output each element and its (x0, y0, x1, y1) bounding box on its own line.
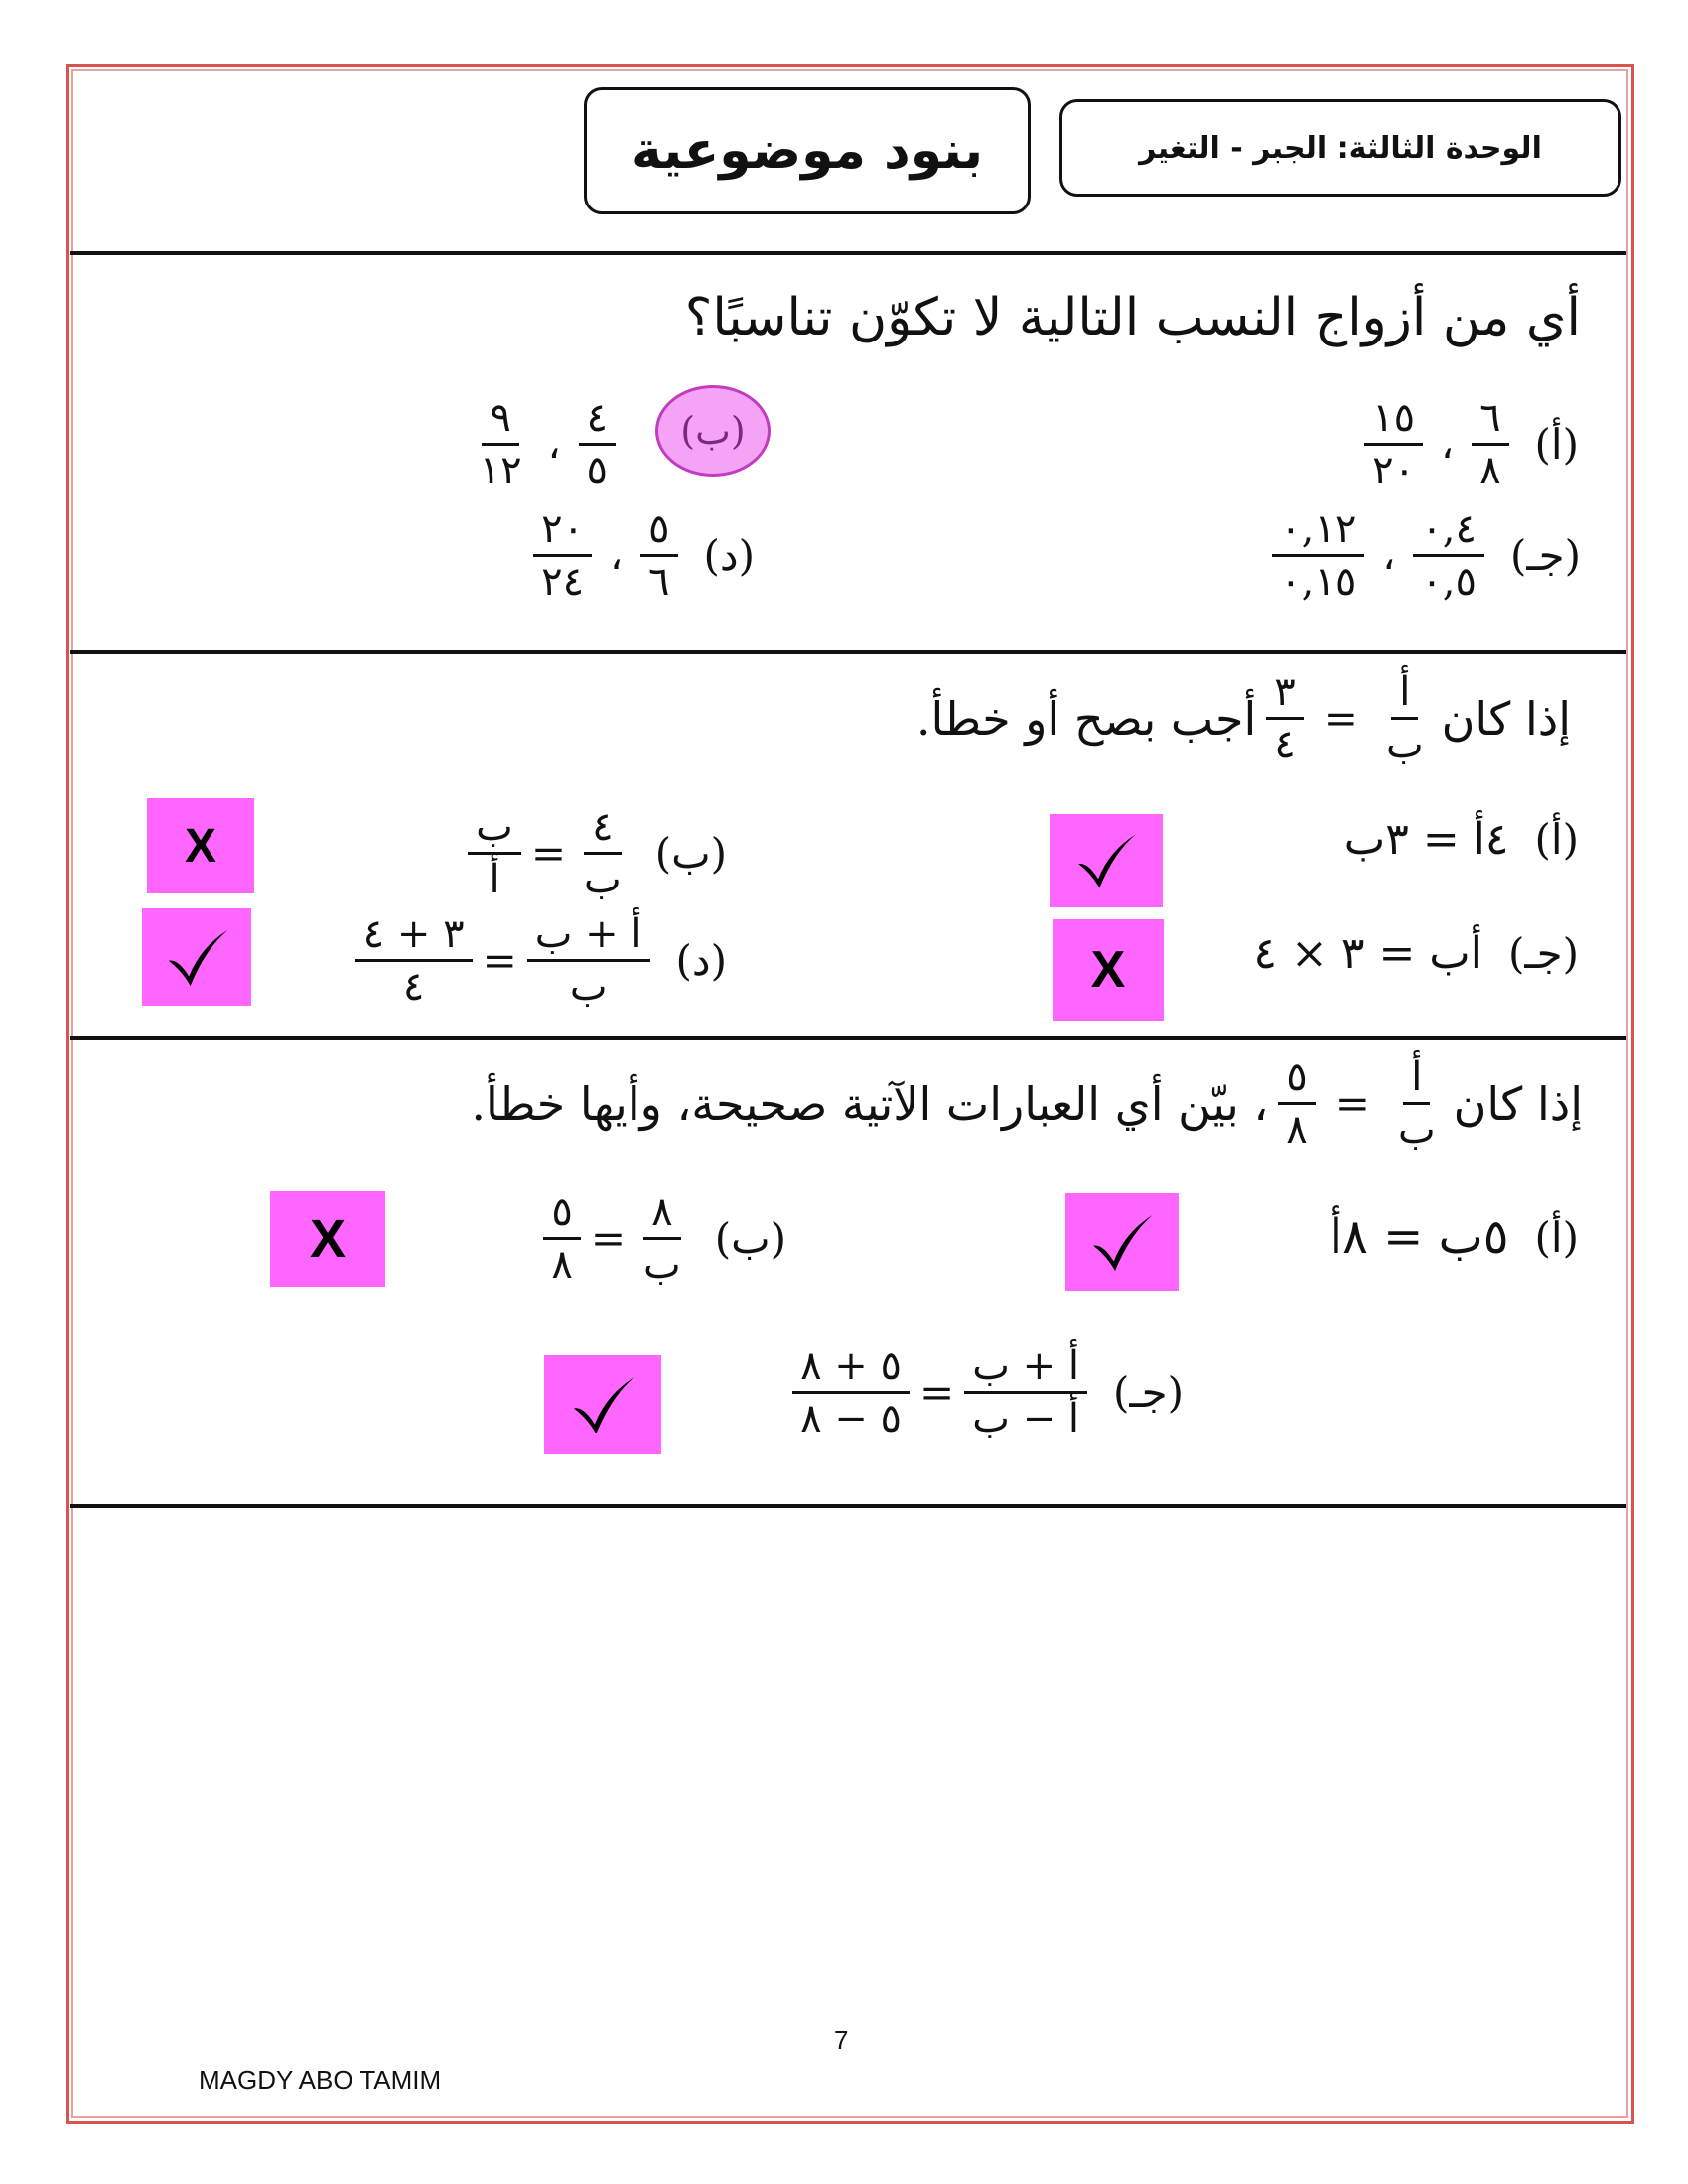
fraction: $\frac{٥}{٦}$ (640, 508, 677, 603)
option-label: (أ) (1534, 815, 1579, 864)
title-box (584, 87, 1031, 214)
checkmark-icon (562, 1370, 644, 1439)
stem-post: ، بيّن أي العبارات الآتية صحيحة، وأيها خطأ. (471, 1076, 1269, 1131)
fraction: $\frac{٨}{\text{ب}}$ (643, 1189, 681, 1288)
correct-answer-highlight (655, 385, 771, 477)
fraction: $\frac{٣ + ٤}{٤}$ (355, 913, 473, 1008)
expression: أب = ٣ × ٤ (1253, 928, 1482, 979)
option-label: (د) (703, 531, 755, 580)
stem-pre: إذا كان (1441, 691, 1571, 746)
fraction: $\frac{٣}{٤}$ (1266, 671, 1303, 765)
page-title: بنود موضوعية (631, 121, 984, 181)
q2-option-b: (ب) $\frac{٤}{\text{ب}}$ = $\frac{\text{ب}}{\text{أ}}$ (468, 806, 727, 900)
divider-1 (70, 251, 1626, 255)
fraction: $\frac{٩}{١٢}$ (479, 395, 522, 493)
option-label: (جـ) (1112, 1368, 1184, 1417)
q3-option-a (1330, 1209, 1579, 1265)
q3-option-b: (ب) $\frac{٨}{\text{ب}}$ = $\frac{٥}{٨}$ (543, 1191, 786, 1286)
divider-2 (70, 650, 1626, 654)
expression: ٥ب = ٨أ (1329, 1209, 1509, 1265)
q3-option-c: (جـ) $\frac{\text{أ + ب}}{\text{أ − ب}}$ = $\frac{٥ + ٨}{٥ - ٨}$ (792, 1345, 1184, 1439)
separator: ، (610, 532, 624, 579)
checkmark-icon (1066, 828, 1146, 893)
option-label: (أ) (1534, 1212, 1579, 1262)
unit-title: الوحدة الثالثة: الجبر - التغير (1139, 130, 1542, 166)
check-mark (1065, 1193, 1179, 1291)
q2-stem: إذا كان $\frac{\text{أ}}{\text{ب}}$ = $\frac{٣}{٤}$ أجب بصح أو خطأ. (915, 669, 1571, 767)
stem-post: أجب بصح أو خطأ. (915, 691, 1257, 746)
fraction: $\frac{٦}{٨}$ (1472, 397, 1508, 491)
stem-pre: إذا كان (1453, 1076, 1583, 1131)
fraction: $\frac{\text{ب}}{\text{أ}}$ (468, 806, 521, 900)
fraction: $\frac{\text{أ + ب}}{\text{أ − ب}}$ (964, 1345, 1087, 1439)
q1-stem: أي من أزواج النسب التالية لا تكوّن تناسبًا؟ (684, 288, 1581, 347)
check-mark (1050, 814, 1163, 907)
option-label: (ب) (654, 829, 727, 878)
option-label: (جـ) (1507, 929, 1579, 978)
option-label: (جـ) (1509, 531, 1581, 580)
fraction: $\frac{٥}{٨}$ (543, 1191, 580, 1286)
option-label: (ب) (714, 1214, 786, 1263)
fraction: $\frac{\text{أ + ب}}{\text{ب}}$ (527, 913, 650, 1008)
fraction: $\frac{١٥}{٢٠}$ (1364, 397, 1423, 491)
fraction: $\frac{٤}{\text{ب}}$ (584, 804, 622, 902)
author: MAGDY ABO TAMIM (199, 2065, 442, 2095)
q2-option-d: (د) $\frac{\text{أ + ب}}{\text{ب}}$ = $\frac{٣ + ٤}{٤}$ (355, 913, 727, 1008)
fraction: $\frac{\text{أ}}{\text{ب}}$ (1397, 1054, 1436, 1153)
separator: ، (547, 421, 561, 468)
fraction: $\frac{\text{أ}}{\text{ب}}$ (1385, 669, 1424, 767)
divider-3 (70, 1036, 1626, 1040)
q1-option-d (533, 508, 755, 603)
fraction: $\frac{٥ + ٨}{٥ - ٨}$ (792, 1345, 910, 1439)
fraction: $\frac{٥}{٨}$ (1278, 1056, 1315, 1151)
fraction: $\frac{٢٠}{٢٤}$ (533, 508, 592, 603)
checkmark-icon (159, 923, 235, 992)
separator: ، (1382, 532, 1396, 579)
x-icon: X (1090, 941, 1126, 999)
page-number: 7 (834, 2025, 849, 2055)
option-label: (أ) (1534, 420, 1579, 469)
check-mark (544, 1355, 661, 1454)
q1-option-a (1364, 397, 1579, 491)
wrong-mark (270, 1191, 385, 1287)
fraction: $\frac{٠,١٢}{٠,١٥}$ (1272, 508, 1364, 603)
divider-4 (70, 1504, 1626, 1508)
q1-option-b (472, 397, 616, 491)
separator: ، (1441, 421, 1455, 468)
check-mark (142, 908, 251, 1006)
expression: ٤أ = ٣ب (1343, 814, 1509, 865)
unit-box (1059, 99, 1621, 197)
fraction: $\frac{٤}{٥}$ (579, 397, 616, 491)
option-label: (ب) (680, 409, 746, 453)
checkmark-icon (1082, 1208, 1162, 1277)
q2-option-c (1253, 928, 1579, 979)
x-icon: X (184, 819, 216, 873)
q1-option-c (1272, 508, 1581, 603)
wrong-mark (147, 798, 254, 893)
option-label: (د) (675, 936, 727, 985)
q3-stem: إذا كان $\frac{\text{أ}}{\text{ب}}$ = $\frac{٥}{٨}$ ، بيّن أي العبارات الآتية صحيحة، وأيها خطأ. (471, 1054, 1583, 1153)
fraction: $\frac{٠,٤}{٠,٥}$ (1413, 508, 1484, 603)
q2-option-a (1344, 814, 1579, 865)
wrong-mark (1053, 919, 1164, 1021)
x-icon: X (309, 1209, 347, 1269)
